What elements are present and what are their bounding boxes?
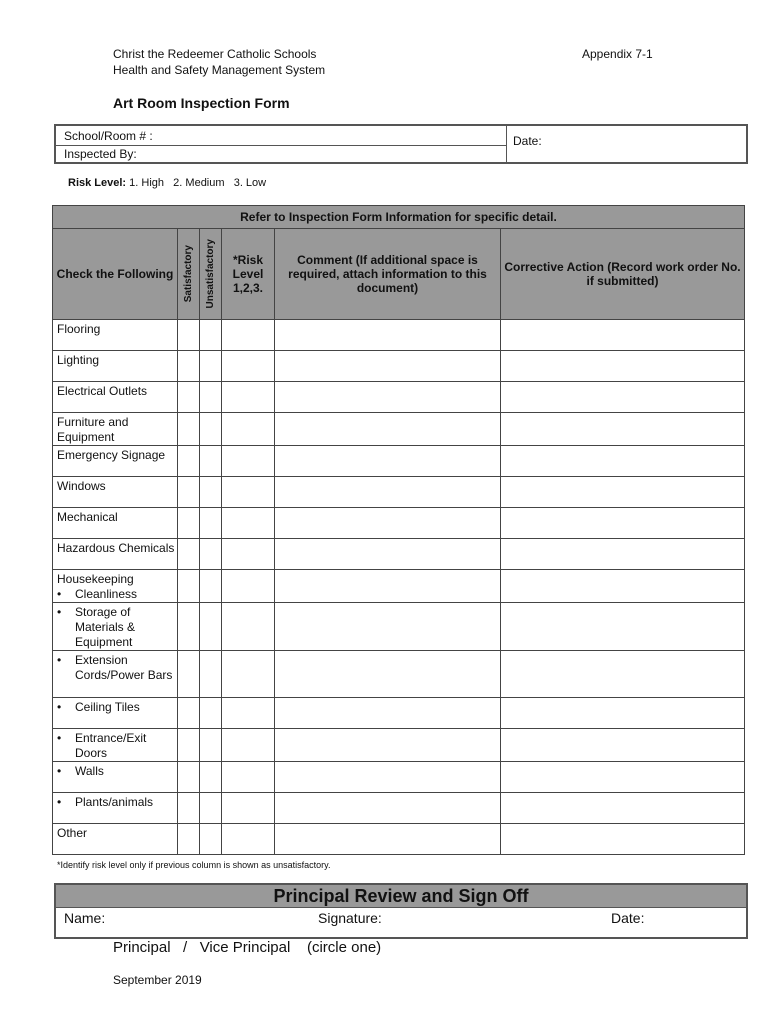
- corrective-action-cell[interactable]: [501, 446, 745, 477]
- comment-cell[interactable]: [275, 651, 501, 698]
- col-satisfactory: Satisfactory: [178, 229, 200, 320]
- risk-level-cell[interactable]: [222, 603, 275, 651]
- risk-level-cell[interactable]: [222, 698, 275, 729]
- satisfactory-cell[interactable]: [178, 477, 200, 508]
- table-row: [53, 651, 745, 698]
- corrective-action-cell[interactable]: [501, 539, 745, 570]
- satisfactory-cell[interactable]: [178, 729, 200, 762]
- corrective-action-cell[interactable]: [501, 824, 745, 855]
- col-check: Check the Following: [53, 229, 178, 320]
- satisfactory-cell[interactable]: [178, 824, 200, 855]
- table-row: [53, 698, 745, 729]
- unsatisfactory-cell[interactable]: [200, 413, 222, 446]
- table-row: [53, 793, 745, 824]
- row-label: • Extension Cords/Power Bars: [53, 651, 178, 698]
- col-risk-level: *Risk Level 1,2,3.: [222, 229, 275, 320]
- comment-cell[interactable]: [275, 793, 501, 824]
- corrective-action-cell[interactable]: [501, 698, 745, 729]
- table-row: [53, 446, 745, 477]
- unsatisfactory-cell[interactable]: [200, 793, 222, 824]
- unsatisfactory-cell[interactable]: [200, 539, 222, 570]
- row-label: Electrical Outlets: [53, 382, 178, 413]
- row-label: • Storage of Materials & Equipment: [53, 603, 178, 651]
- satisfactory-cell[interactable]: [178, 413, 200, 446]
- risk-level-cell[interactable]: [222, 793, 275, 824]
- row-label: Windows: [53, 477, 178, 508]
- risk-level-cell[interactable]: [222, 382, 275, 413]
- unsatisfactory-cell[interactable]: [200, 698, 222, 729]
- table-row: [53, 539, 745, 570]
- comment-cell[interactable]: [275, 477, 501, 508]
- unsatisfactory-cell[interactable]: [200, 382, 222, 413]
- unsatisfactory-cell[interactable]: [200, 570, 222, 603]
- row-label: Other: [53, 824, 178, 855]
- unsatisfactory-cell[interactable]: [200, 603, 222, 651]
- unsatisfactory-cell[interactable]: [200, 762, 222, 793]
- comment-cell[interactable]: [275, 320, 501, 351]
- risk-level-cell[interactable]: [222, 413, 275, 446]
- table-row: [53, 477, 745, 508]
- row-label: Emergency Signage: [53, 446, 178, 477]
- table-banner: Refer to Inspection Form Information for specific detail.: [53, 206, 745, 229]
- risk-level-cell[interactable]: [222, 446, 275, 477]
- satisfactory-cell[interactable]: [178, 603, 200, 651]
- comment-cell[interactable]: [275, 570, 501, 603]
- corrective-action-cell[interactable]: [501, 570, 745, 603]
- corrective-action-cell[interactable]: [501, 603, 745, 651]
- corrective-action-cell[interactable]: [501, 508, 745, 539]
- inspection-table: [52, 205, 745, 855]
- table-row: [53, 508, 745, 539]
- table-row: [53, 603, 745, 651]
- risk-level-label: Risk Level:: [68, 177, 127, 189]
- unsatisfactory-cell[interactable]: [200, 446, 222, 477]
- comment-cell[interactable]: [275, 824, 501, 855]
- row-label: Hazardous Chemicals: [53, 539, 178, 570]
- system-name: Health and Safety Management System: [113, 63, 326, 77]
- satisfactory-cell[interactable]: [178, 698, 200, 729]
- table-row: [53, 413, 745, 446]
- appendix-label: Appendix 7-1: [582, 47, 653, 61]
- risk-level-cell[interactable]: [222, 729, 275, 762]
- info-box: [54, 124, 748, 164]
- satisfactory-cell[interactable]: [178, 446, 200, 477]
- satisfactory-cell[interactable]: [178, 793, 200, 824]
- unsatisfactory-cell[interactable]: [200, 508, 222, 539]
- corrective-action-cell[interactable]: [501, 351, 745, 382]
- risk-level-cell[interactable]: [222, 477, 275, 508]
- row-label: • Entrance/Exit Doors: [53, 729, 178, 762]
- unsatisfactory-cell[interactable]: [200, 320, 222, 351]
- comment-cell[interactable]: [275, 382, 501, 413]
- table-row: [53, 382, 745, 413]
- table-row: [53, 570, 745, 603]
- role-circle: Principal / Vice Principal (circle one): [113, 939, 382, 956]
- table-row: [53, 824, 745, 855]
- table-row: [53, 729, 745, 762]
- corrective-action-cell[interactable]: [501, 729, 745, 762]
- corrective-action-cell[interactable]: [501, 762, 745, 793]
- risk-level-cell[interactable]: [222, 351, 275, 382]
- corrective-action-cell[interactable]: [501, 382, 745, 413]
- risk-level-values: 1. High 2. Medium 3. Low: [129, 177, 267, 189]
- satisfactory-cell[interactable]: [178, 320, 200, 351]
- col-unsatisfactory: Unsatisfactory: [200, 229, 222, 320]
- row-label: Flooring: [53, 320, 178, 351]
- table-row: [53, 762, 745, 793]
- comment-cell[interactable]: [275, 762, 501, 793]
- satisfactory-cell[interactable]: [178, 539, 200, 570]
- risk-level-cell[interactable]: [222, 508, 275, 539]
- corrective-action-cell[interactable]: [501, 651, 745, 698]
- satisfactory-cell[interactable]: [178, 762, 200, 793]
- risk-level-cell[interactable]: [222, 539, 275, 570]
- risk-level-cell[interactable]: [222, 762, 275, 793]
- row-label: • Walls: [53, 762, 178, 793]
- unsatisfactory-cell[interactable]: [200, 351, 222, 382]
- col-corrective-action: Corrective Action (Record work order No. if submitted): [501, 229, 745, 320]
- satisfactory-cell[interactable]: [178, 351, 200, 382]
- row-label: • Plants/animals: [53, 793, 178, 824]
- signoff-title: Principal Review and Sign Off: [56, 885, 746, 908]
- row-label: Lighting: [53, 351, 178, 382]
- risk-levels: [68, 177, 266, 189]
- comment-cell[interactable]: [275, 539, 501, 570]
- corrective-action-cell[interactable]: [501, 413, 745, 446]
- comment-cell[interactable]: [275, 603, 501, 651]
- satisfactory-cell[interactable]: [178, 508, 200, 539]
- risk-level-cell[interactable]: [222, 824, 275, 855]
- comment-cell[interactable]: [275, 729, 501, 762]
- comment-cell[interactable]: [275, 351, 501, 382]
- unsatisfactory-cell[interactable]: [200, 824, 222, 855]
- row-label: Furniture and Equipment: [53, 413, 178, 446]
- comment-cell[interactable]: [275, 698, 501, 729]
- signoff-name-field[interactable]: Name:: [64, 910, 106, 926]
- unsatisfactory-cell[interactable]: [200, 729, 222, 762]
- signoff-date-field[interactable]: Date:: [611, 910, 645, 926]
- inspected-by-field[interactable]: Inspected By:: [64, 147, 137, 161]
- unsatisfactory-cell[interactable]: [200, 651, 222, 698]
- signoff-box: [54, 883, 748, 939]
- risk-level-cell[interactable]: [222, 320, 275, 351]
- signoff-signature-field[interactable]: Signature:: [318, 910, 382, 926]
- row-label: • Ceiling Tiles: [53, 698, 178, 729]
- col-comment: Comment (If additional space is required, attach information to this document): [275, 229, 501, 320]
- satisfactory-cell[interactable]: [178, 382, 200, 413]
- page-title: Art Room Inspection Form: [113, 95, 290, 111]
- corrective-action-cell[interactable]: [501, 320, 745, 351]
- comment-cell[interactable]: [275, 508, 501, 539]
- table-row: [53, 320, 745, 351]
- row-label: Mechanical: [53, 508, 178, 539]
- table-row: [53, 351, 745, 382]
- comment-cell[interactable]: [275, 446, 501, 477]
- footer-date: September 2019: [113, 973, 202, 987]
- risk-level-cell[interactable]: [222, 570, 275, 603]
- date-field[interactable]: Date:: [513, 134, 542, 148]
- school-room-field[interactable]: School/Room # :: [64, 129, 153, 143]
- unsatisfactory-cell[interactable]: [200, 477, 222, 508]
- corrective-action-cell[interactable]: [501, 793, 745, 824]
- row-label: Housekeeping • Cleanliness: [53, 570, 178, 603]
- footnote: *Identify risk level only if previous column is shown as unsatisfactory.: [57, 860, 331, 870]
- comment-cell[interactable]: [275, 413, 501, 446]
- risk-level-cell[interactable]: [222, 651, 275, 698]
- org-name: Christ the Redeemer Catholic Schools: [113, 47, 317, 61]
- satisfactory-cell[interactable]: [178, 570, 200, 603]
- corrective-action-cell[interactable]: [501, 477, 745, 508]
- satisfactory-cell[interactable]: [178, 651, 200, 698]
